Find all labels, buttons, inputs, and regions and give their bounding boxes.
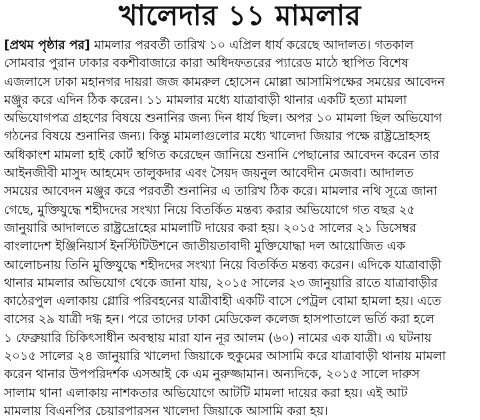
article-line: মামলায় বিএনপির চেয়ারপারসন খালেদা জিয়াকে আসামি করা হয়।: [4, 402, 329, 418]
kicker-label: [প্রথম পৃষ্ঠার পর]: [4, 37, 91, 52]
article-line: [4, 36, 476, 54]
article-line-text: মামলার পরবর্তী তারিখ ১০ এপ্রিল ধার্য করেছে আদালত। গতকাল: [90, 37, 414, 52]
article-line: ২০১৫ সালের ২৪ জানুয়ারি খালেদা জিয়াকে হুকুমের আসামি করে যাত্রাবাড়ী থানায় মামলা: [4, 348, 446, 364]
headline: খালেদার ১১ মামলার: [118, 0, 362, 32]
article-line: আইনজীবী মাসুদ আহমেদ তালুকদার এবং সৈয়দ জয়নুল আবেদীন মেজবা। আদালত: [4, 165, 414, 181]
article-line: ১ ফেব্রুয়ারি চিকিৎসাধীন অবস্থায় মারা যান নূর আলম (৬০) নামের এক যাত্রী। এ ঘটনায়: [4, 329, 432, 345]
article-line: গঠনের বিষয়ে শুনানির জন্য। কিন্তু মামলাগুলোর মধ্যে খালেদা জিয়ার পক্ষে রাষ্ট্রদ্রোহসহ: [4, 128, 430, 144]
article-line: সালাম থানা এলাকায় নাশকতার অভিযোগে আটটি মামলা দায়ের করা হয়। এই আট: [4, 384, 408, 400]
article-line: সময়ের আবেদন মঞ্জুর করে পরবর্তী শুনানির এ তারিখ ঠিক করে। মামলার নথি সূত্রে জানা: [4, 183, 438, 199]
article-line: সোমবার পুরান ঢাকার বকশীবাজারে কারা অধিদফতরের প্যারেড মাঠে স্থাপিত বিশেষ: [4, 55, 409, 71]
article-line: আলোচনায় তিনি মুক্তিযুদ্ধে শহীদদের সংখ্যা নিয়ে বিতর্কিত মন্তব্য করেন। এদিকে যাত্রাবাড়ী: [4, 256, 442, 272]
article-line: গেছে, মুক্তিযুদ্ধে শহীদদের সংখ্যা নিয়ে বিতর্কিত মন্তব্য করার অভিযোগে গত বছর ২৫: [4, 201, 415, 217]
article-line: বাসের ২৯ যাত্রী দগ্ধ হন। পরে তাদের ঢাকা মেডিকেল কলেজ হাসপাতালে ভর্তি করা হলে: [4, 311, 435, 327]
article-line: এজলাসে ঢাকা মহানগর দায়রা জজ কামরুল হোসেন মোল্লা আসামিপক্ষের সময়ের আবেদন: [4, 73, 445, 89]
article-line: অভিযোগপত্র গ্রহণের বিষয়ে শুনানির জন্য দিন ধার্য ছিল। অপর ১০ মামলা ছিল অভিযোগ: [4, 110, 442, 126]
article-body: [4, 36, 476, 420]
article-line: থানার মামলার অভিযোগ থেকে জানা যায়, ২০১৫ সালের ২৩ জানুয়ারি রাতে যাত্রাবাড়ীর: [4, 274, 438, 290]
article-line: মঞ্জুর করে এদিন ঠিক করেন। ১১ মামলার মধ্যে যাত্রাবাড়ী থানার একটি হত্যা মামলা: [4, 91, 407, 107]
article-line: জানুয়ারি আদালতে রাষ্ট্রদ্রোহের মামলাটি দায়ের করা হয়। ২০১৫ সালের ২১ ডিসেম্বর: [4, 219, 417, 235]
article-line: বাংলাদেশ ইঞ্জিনিয়ার্স ইনস্টিটিউশনে জাতীয়তাবাদী মুক্তিযোদ্ধা দল আয়োজিত এক: [4, 238, 406, 254]
article-line: অধিকাংশ মামলা হাই কোর্ট স্থগিত করেছেন জানিয়ে শুনানি পেছানোর আবেদন করেন তার: [4, 146, 440, 162]
article-line: করেন থানার উপপরিদর্শক এসআই কে এম নুরুজ্জামান। অন্যদিকে, ২০১৫ সালে দারুস: [4, 366, 420, 382]
article-line: কাঠেরপুল এলাকায় গ্লোরি পরিবহনের যাত্রীবাহী একটি বাসে পেট্রল বোমা হামলা হয়। এতে: [4, 293, 442, 309]
